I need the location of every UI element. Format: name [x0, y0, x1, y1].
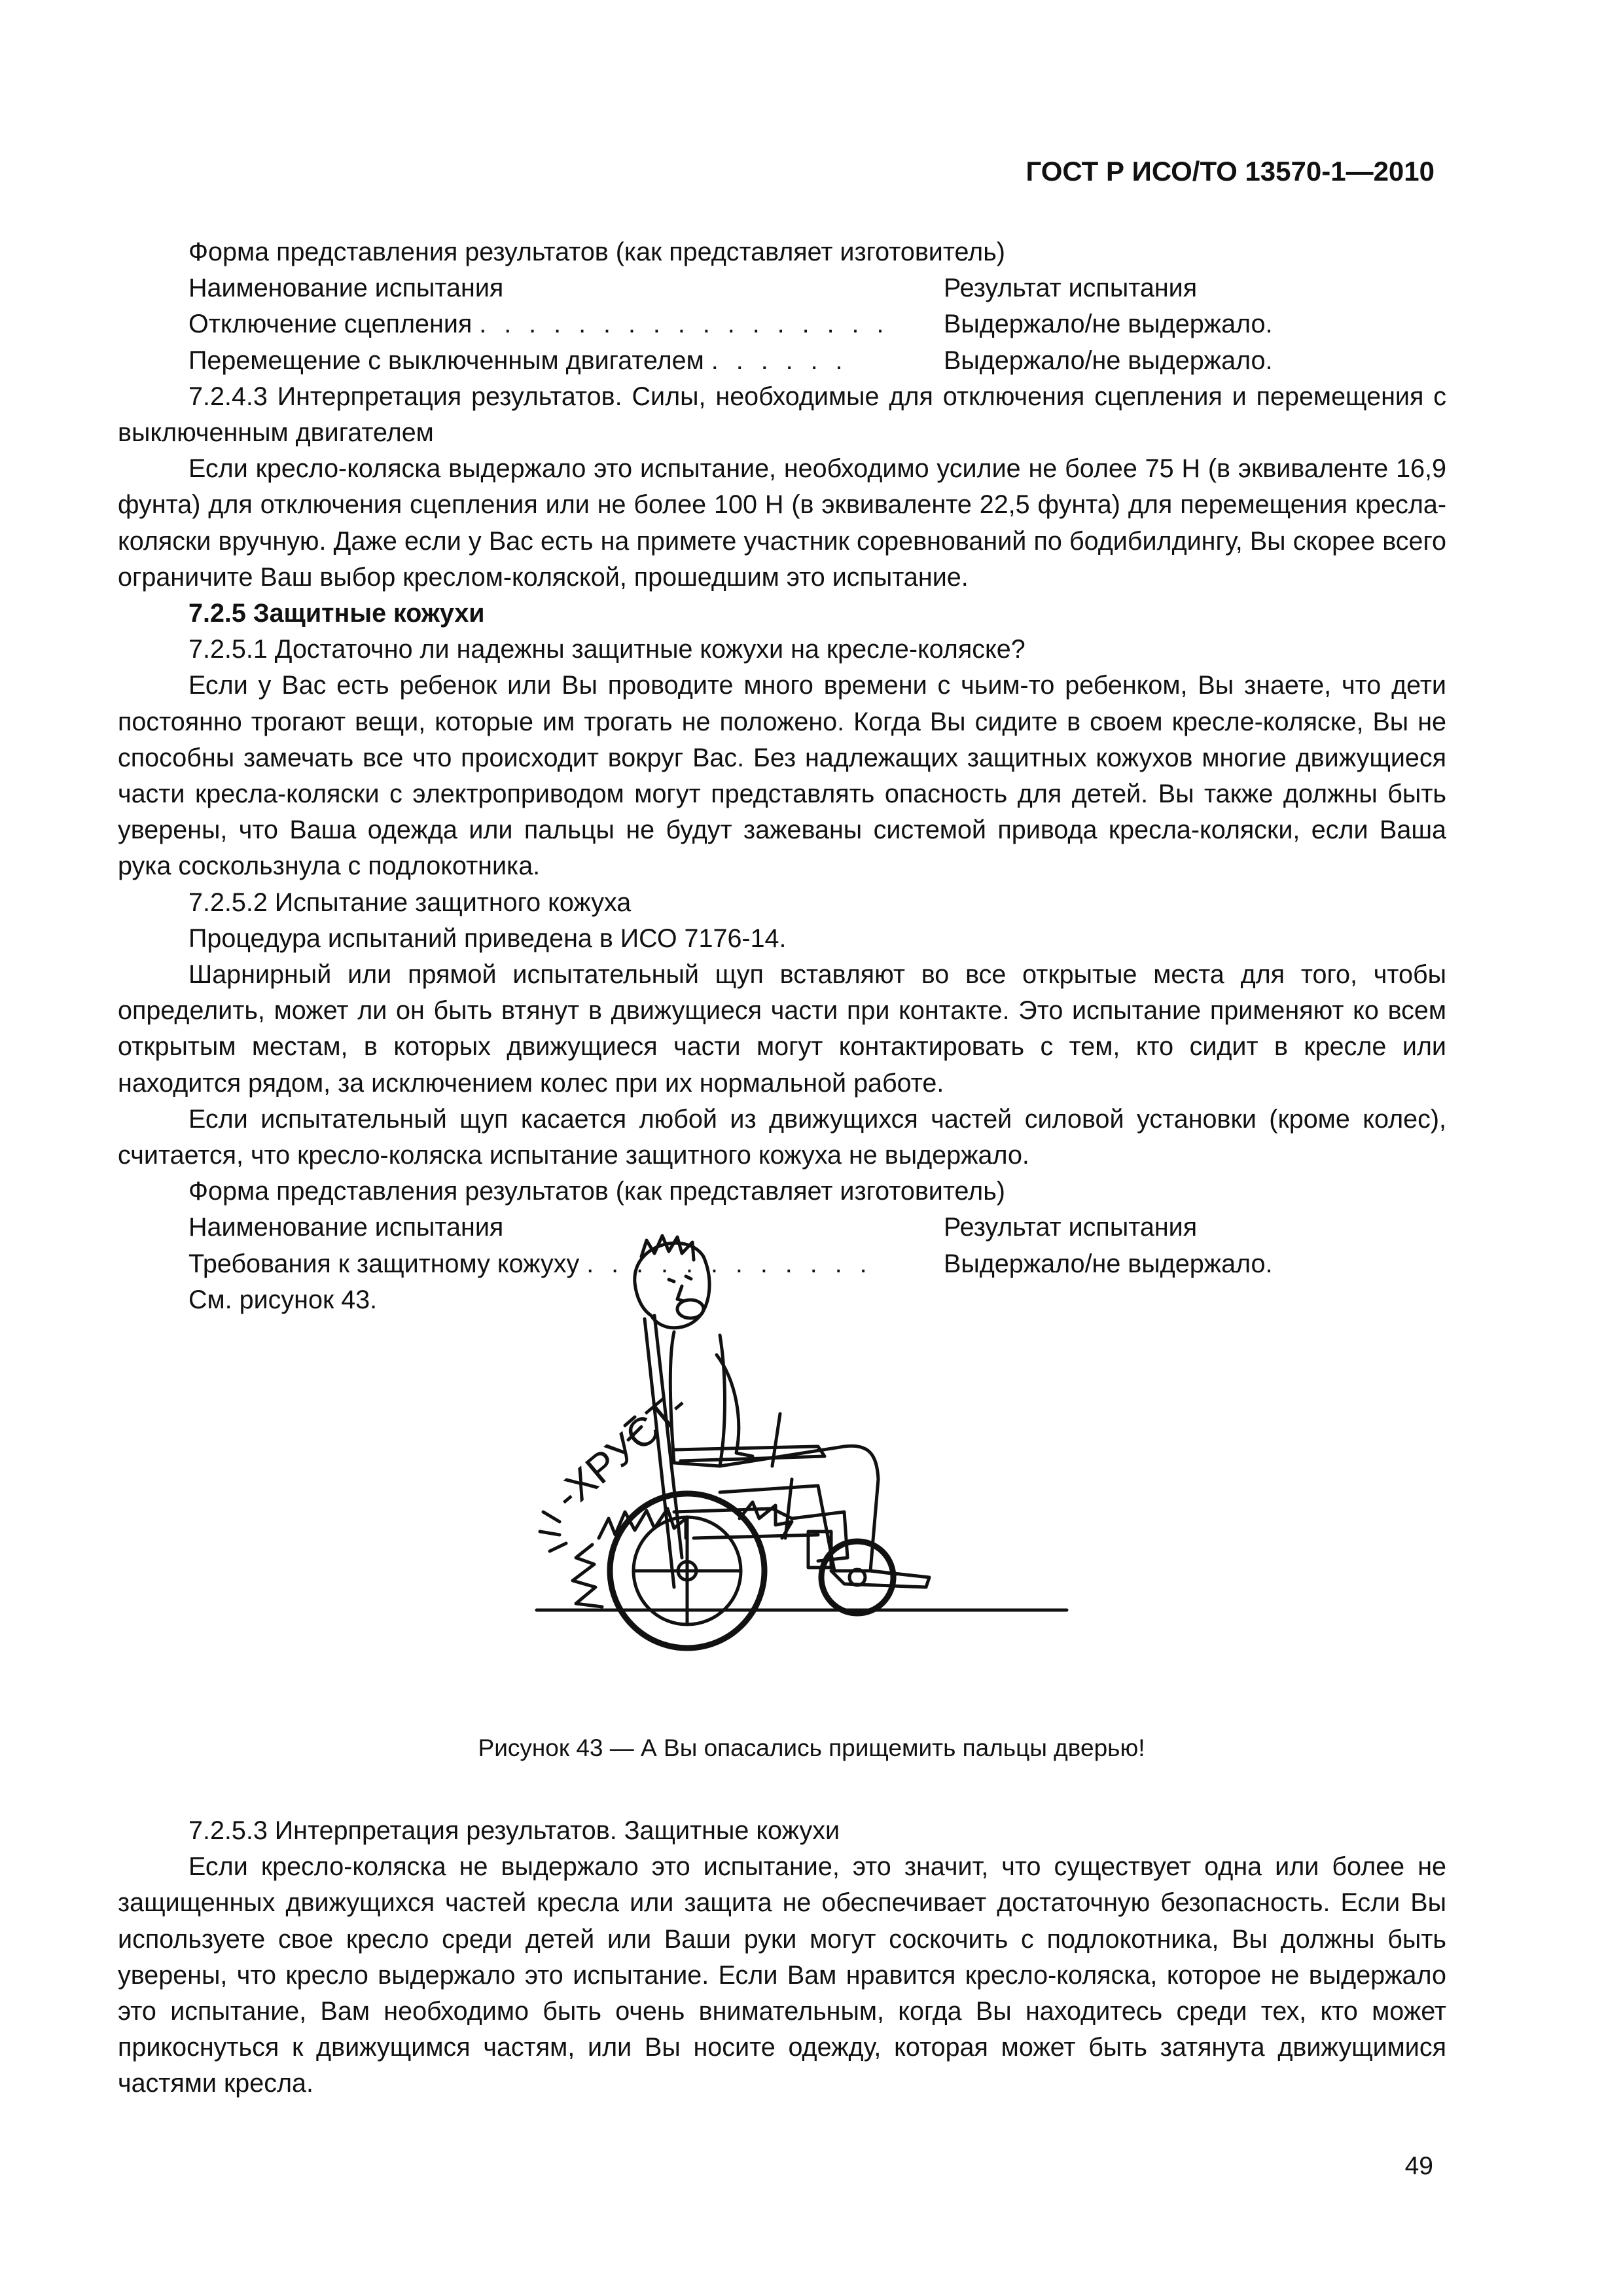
person-eyes: [669, 1276, 691, 1282]
section-heading-7253: 7.2.5.3 Интерпретация результатов. Защитные кожухи: [188, 1816, 840, 1845]
document-header: ГОСТ Р ИСО/ТО 13570-1—2010: [1026, 156, 1435, 187]
section-heading-725: 7.2.5 Защитные кожухи: [188, 598, 485, 628]
leader-dots: . . . . . . . . . . . .: [586, 1249, 872, 1278]
paragraph: Если у Вас есть ребенок или Вы проводите много времени с чьим-то ребенком, Вы знаете, что дети постоянно трогают вещи, которые им трогать не положено. Когда Вы сидите в своем кресле-коляске, Вы не способны замечать все что происходит вокруг Вас. Без надлежащих защитных кожухов многие движущиеся части кресла-коляски с электроприводом могут представлять опасность для детей. Вы также должны быть уверены, что Ваша одежда или пальцы не будут зажеваны системой привода кресла-коляски, если Ваша рука соскользнула с подлокотника.: [118, 671, 1446, 881]
test-result: Выдержало/не выдержало.: [944, 1249, 1273, 1278]
figure-43-illustration: [478, 1230, 1099, 1728]
section-heading-7243: 7.2.4.3 Интерпретация результатов. Силы, необходимые для отключения сцепления и перемещения с выключенным двигателем: [118, 382, 1446, 447]
person-foot: [831, 1571, 929, 1587]
paragraph: Шарнирный или прямой испытательный щуп вставляют во все открытые места для того, чтобы определить, может ли он быть втянут в движущиеся части при контакте. Это испытание применяют ко всем открытым местам, в которых движущиеся части могут контактировать с тем, кто сидит в кресле или находится рядом, за исключением колес при их нормальной работе.: [118, 960, 1446, 1098]
person-nose: [677, 1286, 684, 1301]
page-number: 49: [1404, 2152, 1433, 2180]
leader-dots: . . . . . . . . . . . . . . . . .: [479, 310, 889, 339]
test-result: Выдержало/не выдержало.: [944, 310, 1273, 339]
form-title: Форма представления результатов (как представляет изготовитель): [188, 1177, 1005, 1206]
paragraph: Если кресло-коляска выдержало это испытание, необходимо усилие не более 75 Н (в эквиваленте 16,9 фунта) для отключения сцепления или не более 100 Н (в эквиваленте 22,5 фунта) для перемещения кресла-коляски вручную. Даже если у Вас есть на примете участник соревнований по бодибилдингу, Вы скорее всего ограничите Ваш выбор креслом-коляской, прошедшим это испытание.: [118, 454, 1446, 592]
person-leg: [720, 1486, 834, 1571]
figure-caption: Рисунок 43 — А Вы опасались прищемить пальцы дверью!: [478, 1734, 1145, 1761]
column-name-header: Наименование испытания: [188, 1213, 504, 1242]
test-name: Отключение сцепления: [188, 310, 473, 339]
form-row: [118, 343, 1446, 379]
sound-effect-text: -ХРУСТ-: [546, 1382, 697, 1519]
paragraph: Если кресло-коляска не выдержало это испытание, это значит, что существует одна или более не защищенных движущихся частей кресла или защита не обеспечивает достаточную безопасность. Если Вы используете свое кресло среди детей или Ваши руки могут соскочить с подлокотника, Вы должны быть уверены, что кресло выдержало это испытание. Если Вам нравится кресло-коляска, которое не выдержало это испытание, Вам необходимо быть очень внимательным, когда Вы находитесь среди тех, кто может прикоснуться к движущимся частям, или Вы носите одежду, которая может быть затянута движущимися частями кресла.: [118, 1852, 1446, 2098]
wheelchair-cartoon: [478, 1230, 1099, 1728]
crunch-burst: [599, 1509, 686, 1538]
procedure-reference: Процедура испытаний приведена в ИСО 7176-14.: [188, 924, 787, 953]
paragraph: Если испытательный щуп касается любой из движущихся частей силовой установки (кроме колес), считается, что кресло-коляска испытание защитного кожуха не выдержало.: [118, 1104, 1446, 1170]
figure-reference: См. рисунок 43.: [188, 1285, 378, 1314]
form-columns: [118, 270, 1446, 306]
crunch-burst: [573, 1545, 602, 1607]
motion-lines: [540, 1512, 566, 1551]
person-hair: [641, 1236, 694, 1260]
column-result-header: Результат испытания: [944, 274, 1198, 303]
test-result: Выдержало/не выдержало.: [944, 346, 1273, 375]
section-question-7251: 7.2.5.1 Достаточно ли надежны защитные кожухи на кресле-коляске?: [188, 635, 1026, 664]
front-wheel: [821, 1541, 893, 1613]
column-name-header: Наименование испытания: [188, 274, 504, 303]
column-result-header: Результат испытания: [944, 1213, 1198, 1242]
section-heading-7252: 7.2.5.2 Испытание защитного кожуха: [188, 888, 632, 917]
test-name: Перемещение с выключенным двигателем: [188, 346, 704, 375]
leader-dots: . . . . . .: [711, 346, 848, 375]
person-mouth: [677, 1300, 704, 1318]
results-form-1: [118, 234, 1446, 1318]
form-row: [118, 306, 1446, 342]
test-name: Требования к защитному кожуху: [188, 1249, 580, 1278]
section-7253: [118, 1813, 1446, 2102]
form-title: Форма представления результатов (как представляет изготовитель): [188, 238, 1005, 266]
